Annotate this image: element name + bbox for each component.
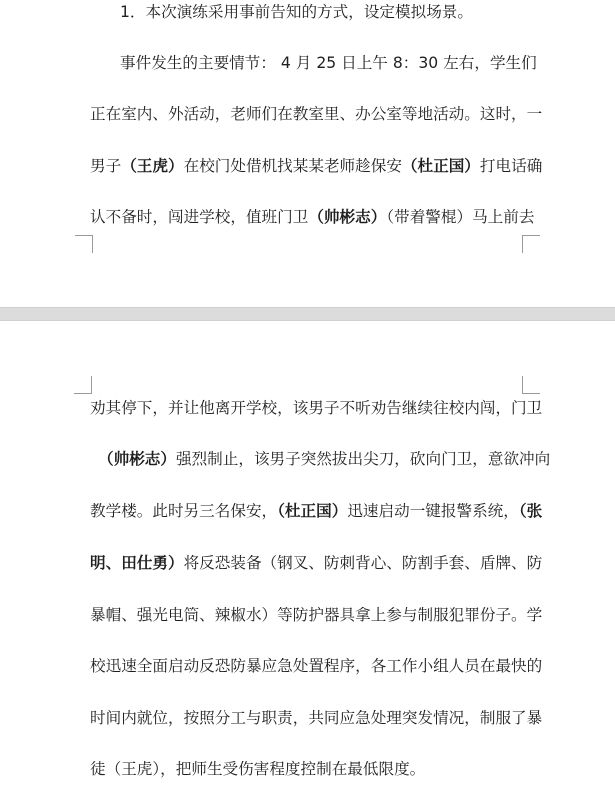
- margin-mark-bottom-left: [75, 235, 93, 253]
- text-run: 时间内就位，按照分工与职责，共同应急处理突发情况，制服了暴: [90, 709, 543, 727]
- margin-mark-bottom-right: [522, 235, 540, 253]
- margin-mark-top-left: [74, 376, 92, 394]
- text-run: 教学楼。此时另三名保安，: [90, 502, 278, 520]
- text-run: 在校门处借机找某某老师趁保安: [183, 157, 402, 175]
- bold-text-run: （帅彬志）: [308, 208, 387, 226]
- text-run: 事件发生的主要情节： 4 月 25 日上午 8：30 左右，学生们: [120, 54, 537, 72]
- paragraph-line: [98, 449, 551, 469]
- text-run: 打电话确: [479, 157, 543, 175]
- paragraph-line: [90, 398, 543, 418]
- text-run: 男子: [90, 157, 122, 175]
- document-page-2: [0, 321, 615, 803]
- text-run: 劝其停下，并让他离开学校，该男子不听劝告继续往校内闯，门卫: [90, 399, 543, 417]
- text-run: 迅速启动一键报警系统，: [347, 502, 519, 520]
- paragraph-line: [120, 53, 537, 73]
- text-run: 将反恐装备（钢叉、防刺背心、防割手套、盾牌、防: [183, 554, 543, 572]
- paragraph-line: [90, 104, 543, 124]
- text-run: 认不备时，闯进学校，值班门卫: [90, 208, 309, 226]
- paragraph-line: [90, 553, 543, 573]
- text-run: （带着警棍）马上前去: [386, 208, 535, 226]
- paragraph-line: [90, 156, 543, 176]
- paragraph-line: [90, 656, 543, 676]
- paragraph-line: [90, 759, 522, 779]
- text-run: 强烈制止，该男子突然拔出尖刀，砍向门卫，意欲冲向: [175, 450, 551, 468]
- bold-text-run: （杜正国）: [401, 157, 480, 175]
- bold-text-run: （帅彬志）: [98, 450, 176, 468]
- bold-text-run: （王虎）: [121, 157, 184, 175]
- document-page-1: [0, 0, 615, 307]
- margin-mark-top-right: [522, 376, 540, 394]
- bold-text-run: （张: [518, 502, 543, 520]
- bold-text-run: 明、田仕勇）: [90, 554, 184, 572]
- text-run: 正在室内、外活动，老师们在教室里、办公室等地活动。这时，一: [90, 105, 543, 123]
- paragraph-line: [90, 501, 543, 521]
- bold-text-run: （杜正国）: [277, 502, 348, 520]
- text-run: 暴帽、强光电筒、辣椒水）等防护器具拿上参与制服犯罪份子。学: [90, 606, 543, 624]
- paragraph-line: [90, 708, 543, 728]
- paragraph-line: [90, 207, 535, 227]
- text-run: 1．本次演练采用事前告知的方式，设定模拟场景。: [120, 3, 473, 21]
- paragraph-line: [90, 605, 543, 625]
- text-run: 徒（王虎），把师生受伤害程度控制在最低限度。: [90, 760, 426, 778]
- text-run: 校迅速全面启动反恐防暴应急处置程序，各工作小组人员在最快的: [90, 657, 543, 675]
- paragraph-line: [120, 2, 522, 22]
- page-gap: [0, 307, 615, 321]
